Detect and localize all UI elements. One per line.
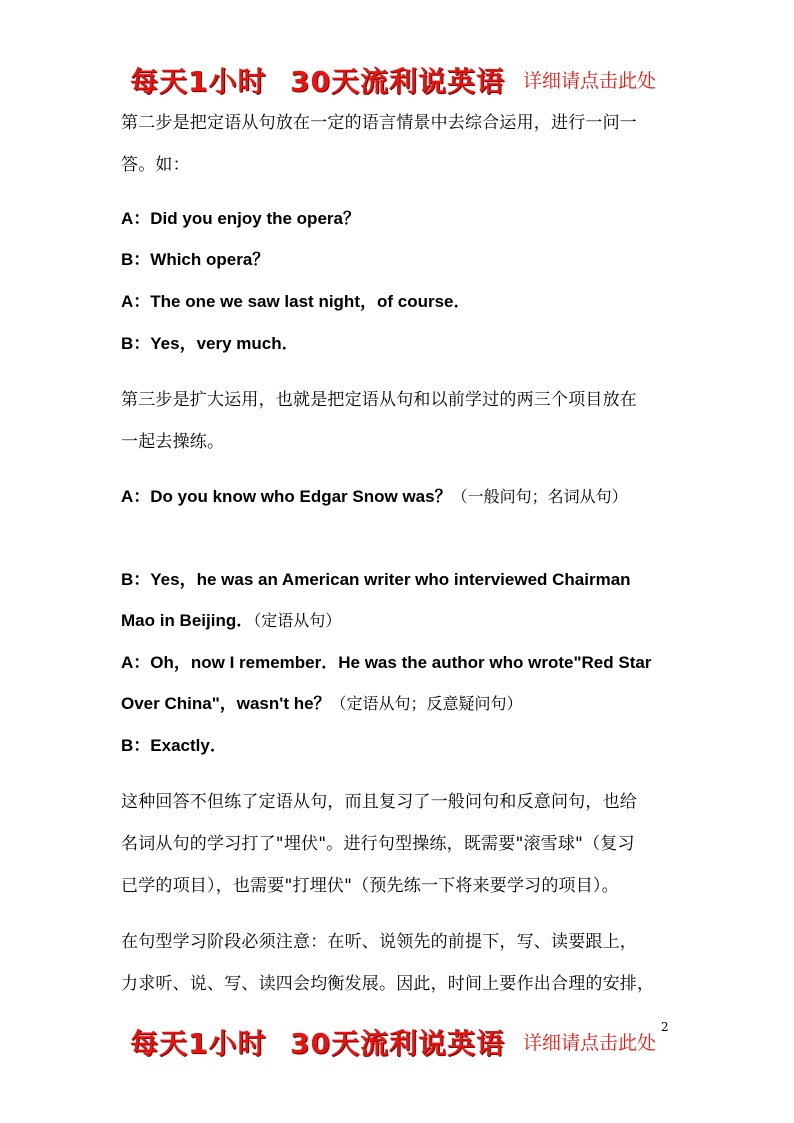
example-line-5: [121, 689, 523, 714]
example-line-3-text: Mao in Beijing．: [121, 611, 254, 630]
example-line-3: [121, 606, 341, 631]
dialogue-line-3: A：The one we saw last night，of course．: [121, 292, 471, 311]
banner-title-part2[interactable]: 30天流利说英语: [290, 65, 505, 98]
example-line-6: B：Exactly．: [121, 736, 227, 755]
paragraph-2-line-1: 第三步是扩大运用，也就是把定语从句和以前学过的两三个项目放在: [121, 390, 637, 410]
example-line-1-text: A：Do you know who Edgar Snow was？: [121, 487, 452, 506]
paragraph-4-line-1: 在句型学习阶段必须注意：在听、说领先的前提下，写、读要跟上，: [121, 932, 637, 952]
paragraph-4-line-2: 力求听、说、写、读四会均衡发展。因此，时间上要作出合理的安排，: [121, 974, 655, 994]
dialogue-line-1: A：Did you enjoy the opera？: [121, 209, 360, 228]
example-line-5-text: Over China"，wasn't he？: [121, 694, 331, 713]
banner-title-part1[interactable]: 每天1小时: [130, 65, 267, 98]
paragraph-3-line-1: 这种回答不但练了定语从句，而且复习了一般问句和反意问句，也给: [121, 792, 637, 812]
dialogue-line-4: B：Yes，very much．: [121, 334, 299, 353]
example-line-4: A：Oh，now I remember．He was the author who wrote"Red Star: [121, 653, 652, 672]
paragraph-3-line-2: 名词从句的学习打了"埋伏"。进行句型操练，既需要"滚雪球"（复习: [121, 834, 635, 854]
example-line-1: [121, 482, 628, 507]
banner-title-part2[interactable]: 30天流利说英语: [290, 1027, 505, 1060]
paragraph-1-line-1: 第二步是把定语从句放在一定的语言情景中去综合运用，进行一问一: [121, 113, 637, 133]
paragraph-3-line-3: 已学的项目），也需要"打埋伏"（预先练一下将来要学习的项目）。: [121, 876, 619, 896]
top-banner[interactable]: [0, 60, 794, 100]
dialogue-line-2: B：Which opera？: [121, 250, 270, 269]
example-line-2: B：Yes，he was an American writer who interviewed Chairman: [121, 570, 631, 589]
example-line-5-note: （定语从句；反意疑问句）: [330, 694, 523, 713]
banner-link[interactable]: 详细请点击此处: [523, 1032, 657, 1054]
banner-link[interactable]: 详细请点击此处: [523, 70, 657, 92]
bottom-banner[interactable]: [0, 1022, 794, 1062]
banner-title-part1[interactable]: 每天1小时: [130, 1027, 267, 1060]
paragraph-2-line-2: 一起去操练。: [121, 432, 225, 452]
paragraph-1-line-2: 答。如：: [121, 155, 190, 175]
example-line-3-note: （定语从句）: [253, 611, 342, 630]
example-line-1-note: （一般问句；名词从句）: [451, 487, 628, 506]
page-number: 2: [661, 1020, 669, 1034]
